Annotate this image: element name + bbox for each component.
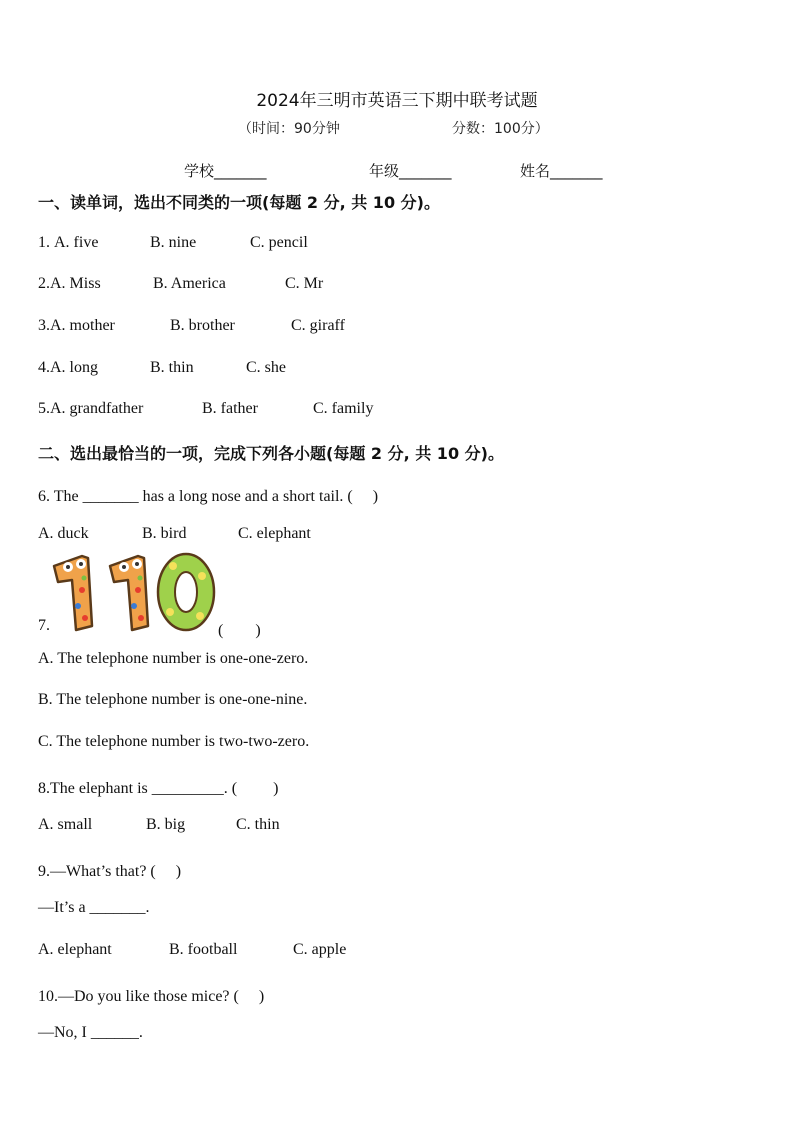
option-c: C. family xyxy=(313,400,374,417)
exam-score: 分数：100分） xyxy=(452,121,549,137)
question-8-options xyxy=(38,816,280,834)
option-c: C. giraff xyxy=(291,317,345,334)
question-number: 2. xyxy=(38,275,50,292)
option-a: A. mother xyxy=(50,317,115,334)
digit-one-2 xyxy=(110,556,148,630)
question-3 xyxy=(38,317,345,335)
grade-field: 年级_______ xyxy=(369,162,452,180)
question-10-line-1: 10.—Do you like those mice? ( ) xyxy=(38,988,265,1005)
option-a: A. five xyxy=(54,234,99,251)
option-a: A. grandfather xyxy=(50,400,144,417)
question-9-line-2: —It’s a _______. xyxy=(38,899,150,916)
option-a: A. long xyxy=(50,359,98,376)
question-7-option-c: C. The telephone number is two-two-zero. xyxy=(38,733,310,750)
option-b: B. football xyxy=(169,941,238,958)
option-b: B. America xyxy=(153,275,226,292)
option-c: C. apple xyxy=(293,941,347,958)
question-1 xyxy=(38,234,308,252)
question-5 xyxy=(38,400,373,418)
page-title: 2024年三明市英语三下期中联考试题 xyxy=(256,91,538,111)
question-6-options xyxy=(38,525,311,543)
question-7-number: 7. xyxy=(38,617,50,634)
question-10-line-2: —No, I ______. xyxy=(38,1024,143,1041)
digit-zero xyxy=(158,554,214,630)
question-8: 8.The elephant is _________. ( ) xyxy=(38,780,279,797)
exam-time: （时间：90分钟 xyxy=(238,121,340,137)
section-2-heading: 二、选出最恰当的一项，完成下列各小题(每题 2 分, 共 10 分)。 xyxy=(38,444,504,463)
option-c: C. thin xyxy=(236,816,280,833)
question-7-option-a: A. The telephone number is one-one-zero. xyxy=(38,650,309,667)
option-b: B. big xyxy=(146,816,186,833)
option-a: A. small xyxy=(38,816,93,833)
question-7-option-b: B. The telephone number is one-one-nine. xyxy=(38,691,308,708)
option-b: B. thin xyxy=(150,359,194,376)
option-c: C. she xyxy=(246,359,286,376)
option-a: A. elephant xyxy=(38,941,112,958)
option-a: A. duck xyxy=(38,525,89,542)
question-9-options xyxy=(38,941,346,959)
name-field: 姓名_______ xyxy=(520,162,603,180)
option-c: C. elephant xyxy=(238,525,311,542)
option-a: A. Miss xyxy=(50,275,101,292)
option-c: C. Mr xyxy=(285,275,324,292)
question-7-bracket: ( ) xyxy=(218,622,261,639)
option-b: B. bird xyxy=(142,525,187,542)
school-field: 学校_______ xyxy=(184,162,267,180)
section-1-heading: 一、读单词，选出不同类的一项(每题 2 分, 共 10 分)。 xyxy=(38,193,440,212)
question-number: 1. xyxy=(38,234,54,251)
option-b: B. father xyxy=(202,400,258,417)
question-number: 3. xyxy=(38,317,50,334)
option-c: C. pencil xyxy=(250,234,308,251)
question-9-line-1: 9.—What’s that? ( ) xyxy=(38,863,182,880)
option-b: B. brother xyxy=(170,317,235,334)
digit-one-1 xyxy=(54,556,92,630)
option-b: B. nine xyxy=(150,234,197,251)
number-110-picture xyxy=(48,552,218,634)
question-4 xyxy=(38,359,286,377)
question-number: 4. xyxy=(38,359,50,376)
question-6: 6. The _______ has a long nose and a short tail. ( ) xyxy=(38,488,379,505)
number-110-illustration xyxy=(48,552,218,634)
question-number: 5. xyxy=(38,400,50,417)
question-2 xyxy=(38,275,323,293)
